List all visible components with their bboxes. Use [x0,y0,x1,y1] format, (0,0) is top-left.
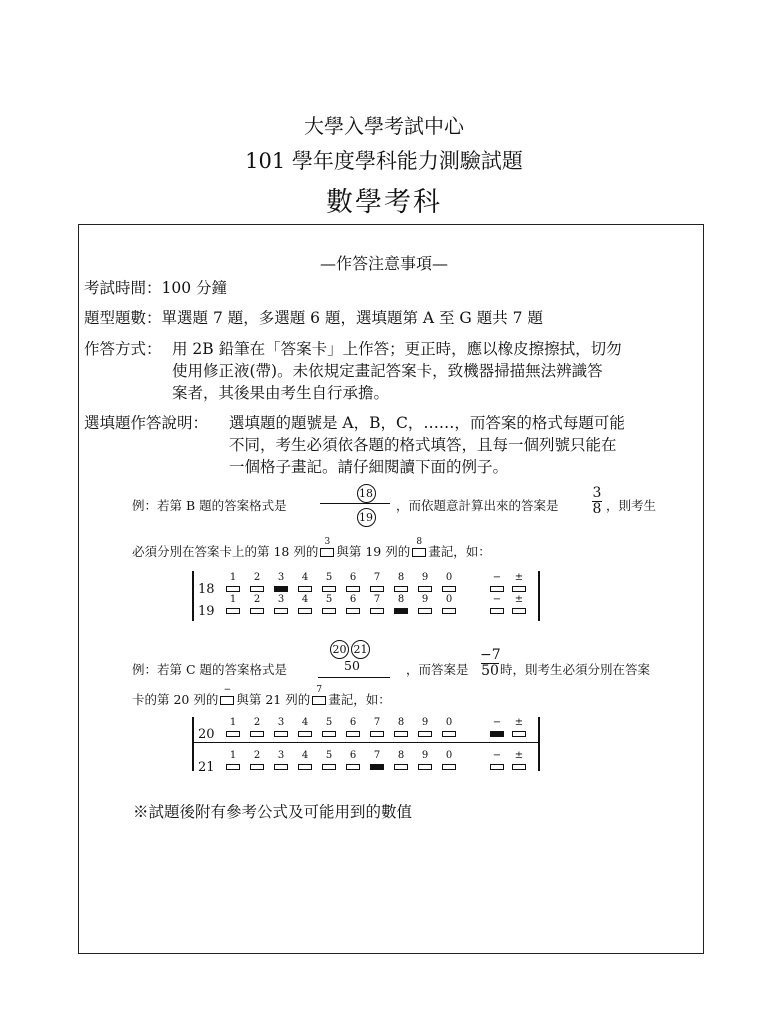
bubble-filled [274,586,288,592]
bubble-label: 8 [397,572,405,583]
subject-title: 數學考科 [326,187,442,218]
fill-line-3: 一個格子畫記。請仔細閱讀下面的例子。 [229,458,509,476]
bubble [250,586,264,592]
bubble [394,586,408,592]
method-line-3: 案者，其後果由考生自行承擔。 [172,384,390,402]
bubble [442,608,456,614]
example1-text-b: ，而依題意計算出來的答案是 [396,498,559,513]
bubble-label: 0 [445,717,453,728]
bubble [394,764,408,770]
bubble-label: 0 [445,594,453,605]
bubble [298,586,312,592]
example2-answer-fraction [480,648,500,679]
bubble [226,586,240,592]
answer-box-7 [312,685,326,705]
answer-box-7-label: 7 [316,685,323,695]
example1-answer-fraction [591,486,603,517]
example2-line2-c: 畫記，如： [328,692,391,707]
bubble-filled [394,608,408,614]
example2-text-a: 例：若第 C 題的答案格式是 [132,662,288,677]
bubble [250,764,264,770]
answer-box-minus-label: − [223,685,232,695]
bubble-label: 2 [253,572,261,583]
example1-format-bottom [346,506,386,527]
bubble [274,731,288,737]
bubble [346,608,360,614]
bubble-label: 3 [277,750,285,761]
answer-box-8 [412,537,426,557]
bubble [250,608,264,614]
bubble [298,731,312,737]
bubble [322,586,336,592]
row-number: 19 [198,604,215,619]
bubble [346,764,360,770]
bubble [322,731,336,737]
bubble-label: 4 [301,594,309,605]
bubble-label: 9 [421,750,429,761]
bubble-label: 6 [349,572,357,583]
format-circle-20: 20 [330,640,349,659]
bubble-label: − [492,717,502,728]
grid-left-border [192,571,194,621]
bubble-label: 8 [397,717,405,728]
types-value: 單選題 7 題，多選題 6 題，選填題第 A 至 G 題共 7 題 [161,309,543,327]
bubble-label: 1 [229,717,237,728]
bubble-filled [490,731,504,737]
bubble-label: 1 [229,594,237,605]
answer-box-minus [220,685,234,705]
time-label: 考試時間： [84,279,162,297]
bubble-label: 3 [277,572,285,583]
org-title: 大學入學考試中心 [304,114,464,138]
method-label: 作答方式： [84,340,162,358]
bubble-label: 6 [349,750,357,761]
bubble-label: 9 [421,572,429,583]
bubble-label: 8 [397,594,405,605]
bubble [418,608,432,614]
method-line-2: 使用修正液(帶)。未依規定畫記答案卡，致機器掃描無法辨識答 [172,362,603,380]
answer-denominator: 8 [592,501,602,517]
exam-time-row [84,276,227,301]
fill-line-2: 不同，考生必須依各題的格式填答，且每一個列號只能在 [229,436,617,454]
bubble-label: 7 [373,594,381,605]
bubble-label: 7 [373,750,381,761]
row-number: 21 [198,760,215,775]
notes-box [78,224,704,954]
grid-divider [192,742,538,743]
bubble [250,731,264,737]
bubble-label: − [492,572,502,583]
bubble [490,586,504,592]
bubble-label: 8 [397,750,405,761]
answer-box-8-label: 8 [416,537,423,547]
row-number: 18 [198,582,215,597]
bubble-label: 2 [253,750,261,761]
bubble [418,731,432,737]
row-number: 20 [198,727,215,742]
bubble-label: 3 [277,594,285,605]
bubble-label: 5 [325,572,333,583]
bubble-label: 6 [349,717,357,728]
bubble-label: 7 [373,717,381,728]
fill-line-1: 選填題的題號是 A，B，C，……，而答案的格式每題可能 [229,414,625,432]
bubble-label: 4 [301,717,309,728]
grid-left-border [192,717,194,771]
bubble [418,586,432,592]
bubble [512,764,526,770]
answer2-denominator: 50 [481,663,499,679]
bubble [226,764,240,770]
time-value: 100 分鐘 [161,279,228,297]
grid-right-border [538,717,540,771]
bubble-label: ± [514,717,524,728]
notes-title: —作答注意事項— [319,254,448,273]
example1-text-c: ，則考生 [606,498,657,513]
format-50: 50 [344,658,360,673]
bubble-label: 5 [325,750,333,761]
bubble-label: 4 [301,750,309,761]
format-circle-18: 18 [357,484,376,503]
format-line-2 [318,677,390,678]
bubble [442,764,456,770]
bubble [370,608,384,614]
bubble-label: 6 [349,594,357,605]
bubble-label: − [492,594,502,605]
exam-title: 101 學年度學科能力測驗試題 [245,149,523,173]
bubble-label: 1 [229,750,237,761]
bubble [322,764,336,770]
bubble-label: ± [514,572,524,583]
bubble-label: 5 [325,717,333,728]
format-circle-21: 21 [351,640,370,659]
bubble-label: 2 [253,717,261,728]
bubble [442,586,456,592]
example1-line2-a: 必須分別在答案卡上的第 18 列的 [132,544,319,559]
bubble [346,586,360,592]
bubble [346,731,360,737]
example2-line2 [132,685,391,708]
bubble [394,731,408,737]
bubble-label: ± [514,594,524,605]
bubble [370,731,384,737]
bubble-label: ± [514,750,524,761]
bubble-label: 7 [373,572,381,583]
format-line [320,503,390,504]
bubble [226,608,240,614]
bubble [226,731,240,737]
bubble-label: 0 [445,572,453,583]
example2-text-c: 時，則考生必須分別在答案 [500,662,651,677]
bubble-label: 3 [277,717,285,728]
bubble [512,608,526,614]
footnote: ※試題後附有參考公式及可能用到的數值 [133,803,413,821]
bubble [370,586,384,592]
bubble-label: − [492,750,502,761]
fill-label: 選填題作答說明： [84,414,209,432]
bubble [512,586,526,592]
bubble [322,608,336,614]
answer-box-3-label: 3 [324,537,331,547]
bubble [490,608,504,614]
question-types-row [84,306,543,331]
example1-line2 [132,537,491,560]
bubble-label: 5 [325,594,333,605]
example1-line2-b: 與第 19 列的 [336,544,411,559]
example1-format [346,482,386,503]
bubble [512,731,526,737]
bubble-label: 9 [421,594,429,605]
bubble-label: 1 [229,572,237,583]
method-line-1: 用 2B 鉛筆在「答案卡」上作答；更正時，應以橡皮擦擦拭，切勿 [172,340,622,358]
bubble [274,764,288,770]
bubble [298,608,312,614]
bubble [418,764,432,770]
example2-line2-b: 與第 21 列的 [236,692,311,707]
bubble-filled [370,764,384,770]
bubble [298,764,312,770]
bubble-label: 9 [421,717,429,728]
format-circle-19: 19 [357,508,376,527]
bubble [490,764,504,770]
example1-line2-c: 畫記，如： [428,544,491,559]
grid-right-border [538,571,540,621]
bubble [274,608,288,614]
example1-text-a: 例：若第 B 題的答案格式是 [132,498,287,513]
answer-box-3 [320,537,334,557]
bubble-label: 2 [253,594,261,605]
bubble-label: 0 [445,750,453,761]
answer2-numerator: −7 [480,647,501,663]
example2-line2-a: 卡的第 20 列的 [132,692,219,707]
answer-numerator: 3 [592,485,602,501]
bubble [442,731,456,737]
example2-text-b: ，而答案是 [406,662,469,677]
example2-format [329,638,371,659]
types-label: 題型題數： [84,309,162,327]
bubble-label: 4 [301,572,309,583]
